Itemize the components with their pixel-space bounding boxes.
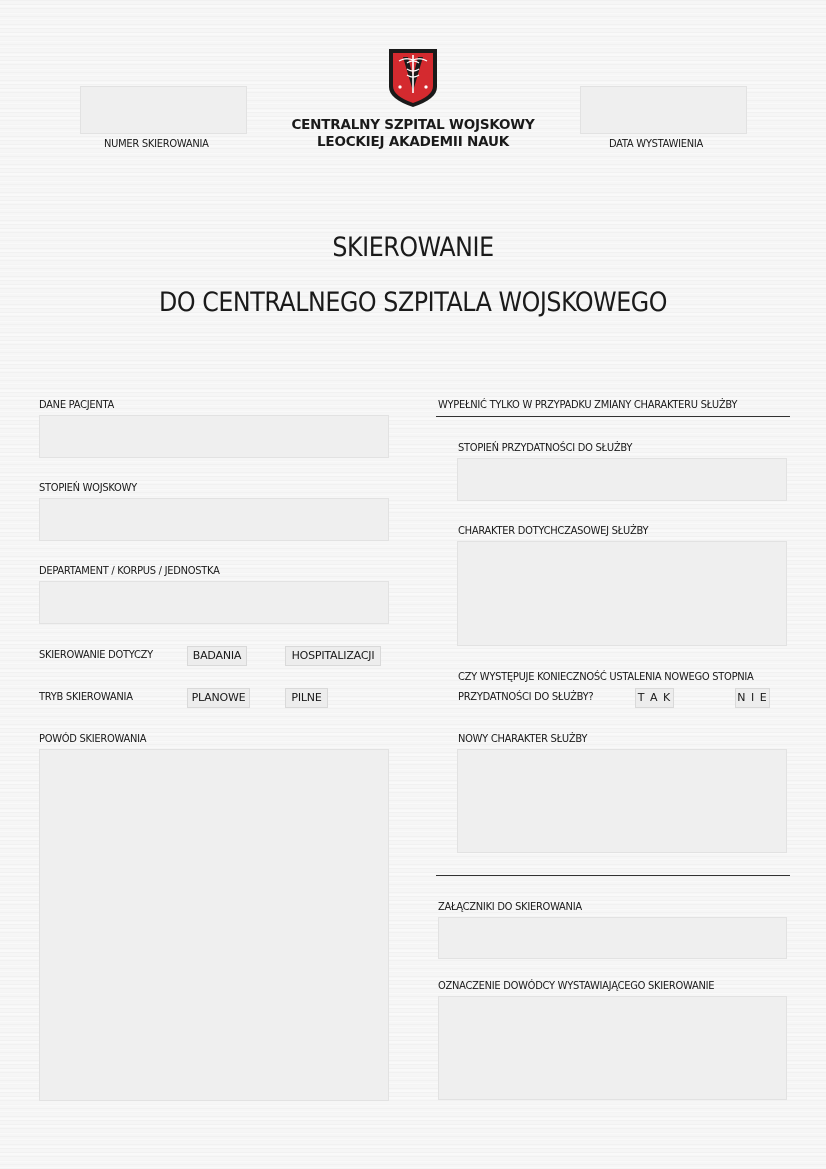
patient-label: DANE PACJENTA — [39, 398, 115, 411]
department-field[interactable] — [39, 581, 389, 624]
section-divider-top — [436, 416, 790, 417]
question-line2: PRZYDATNOŚCI DO SŁUŻBY? — [458, 690, 594, 703]
patient-field[interactable] — [39, 415, 389, 458]
current-service-label: CHARAKTER DOTYCHCZASOWEJ SŁUŻBY — [458, 524, 649, 537]
option-urgent[interactable]: PILNE — [285, 688, 328, 708]
fitness-field[interactable] — [457, 458, 787, 501]
question-line1: CZY WYSTĘPUJE KONIECZNOŚĆ USTALENIA NOWEGO STOPNIA — [458, 670, 754, 683]
hospital-name-line2: LEOCKIEJ AKADEMII NAUK — [317, 134, 509, 150]
attachments-label: ZAŁĄCZNIKI DO SKIEROWANIA — [438, 900, 582, 913]
section-heading: WYPEŁNIĆ TYLKO W PRZYPADKU ZMIANY CHARAKTERU SŁUŻBY — [438, 398, 738, 411]
commander-label: OZNACZENIE DOWÓDCY WYSTAWIAJĄCEGO SKIEROWANIE — [438, 979, 715, 992]
fitness-label: STOPIEŃ PRZYDATNOŚCI DO SŁUŻBY — [458, 441, 633, 454]
new-service-label: NOWY CHARAKTER SŁUŻBY — [458, 732, 588, 745]
option-examination[interactable]: BADANIA — [187, 646, 247, 666]
new-service-field[interactable] — [457, 749, 787, 853]
commander-field[interactable] — [438, 996, 787, 1100]
issue-date-field[interactable] — [580, 86, 747, 134]
rank-field[interactable] — [39, 498, 389, 541]
current-service-field[interactable] — [457, 541, 787, 646]
option-yes[interactable]: T A K — [635, 688, 674, 708]
reason-label: POWÓD SKIEROWANIA — [39, 732, 147, 745]
concerns-label: SKIEROWANIE DOTYCZY — [39, 648, 153, 661]
section-divider-bottom — [436, 875, 790, 876]
department-label: DEPARTAMENT / KORPUS / JEDNOSTKA — [39, 564, 220, 577]
option-planned[interactable]: PLANOWE — [187, 688, 250, 708]
hospital-name-line1: CENTRALNY SZPITAL WOJSKOWY — [291, 117, 535, 133]
reason-field[interactable] — [39, 749, 389, 1101]
issue-date-label: DATA WYSTAWIENIA — [609, 137, 704, 150]
document-title-line1: SKIEROWANIE — [332, 232, 494, 263]
option-no[interactable]: N I E — [735, 688, 770, 708]
document-title-line2: DO CENTRALNEGO SZPITALA WOJSKOWEGO — [158, 287, 668, 318]
rank-label: STOPIEŃ WOJSKOWY — [39, 481, 137, 494]
referral-number-label: NUMER SKIEROWANIA — [104, 137, 209, 150]
option-hospitalization[interactable]: HOSPITALIZACJI — [285, 646, 381, 666]
mode-label: TRYB SKIEROWANIA — [39, 690, 133, 703]
attachments-field[interactable] — [438, 917, 787, 959]
caduceus-shield-icon — [387, 47, 439, 109]
referral-number-field[interactable] — [80, 86, 247, 134]
